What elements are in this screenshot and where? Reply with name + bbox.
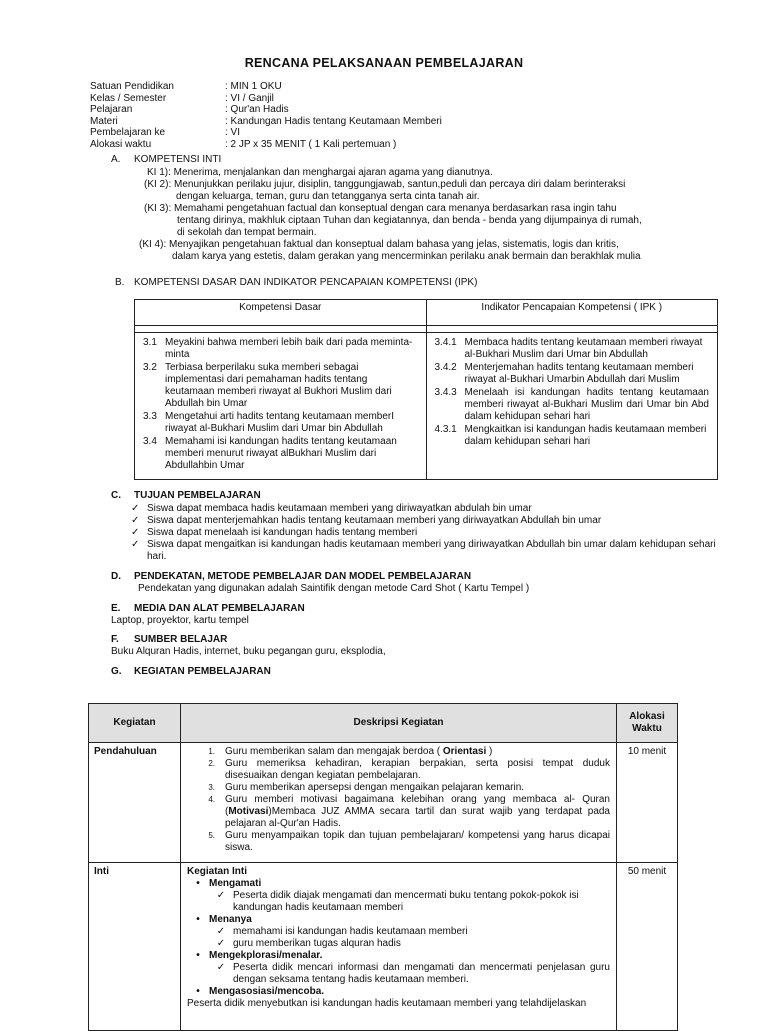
identity-value: : Qur'an Hadis — [225, 104, 289, 116]
section-pendekatan — [111, 571, 731, 595]
activity-bullet — [187, 914, 610, 926]
list-item — [131, 539, 731, 563]
identity-row — [90, 127, 442, 139]
section-kompetensi-inti — [111, 154, 731, 263]
section-letter: F. — [111, 634, 119, 645]
table-spacer — [135, 326, 427, 333]
ki-line: di sekolah dan tempat bermain. — [177, 227, 317, 238]
activity-detail — [187, 962, 610, 986]
kd-item — [143, 337, 418, 361]
checkmark-icon: ✓ — [216, 890, 226, 901]
phase-description — [181, 743, 617, 863]
kd-text: Mengetahui arti hadits tentang keutamaan memberI riwayat al-Bukhari Muslim dari Umar bin Abdullah — [165, 411, 395, 434]
kd-item — [143, 362, 418, 410]
phase-description — [181, 863, 617, 1031]
section-letter: C. — [111, 490, 121, 501]
bullet-icon: • — [196, 950, 200, 961]
section-heading — [115, 277, 735, 289]
identity-row — [90, 104, 442, 116]
identity-label: Kelas / Semester — [90, 92, 167, 104]
activity-detail-text: guru memberikan tugas alquran hadis — [233, 938, 401, 949]
deskripsi-column-header: Deskripsi Kegiatan — [181, 704, 617, 743]
phase-label: Inti — [89, 863, 181, 1031]
section-heading — [111, 634, 731, 646]
table-row — [89, 863, 678, 1031]
inti-heading: Kegiatan Inti — [187, 866, 248, 877]
kd-number: 3.1 — [143, 337, 157, 348]
ipk-number: 3.4.2 — [434, 362, 457, 373]
step-text — [225, 746, 610, 758]
activity-label: Menanya — [209, 914, 252, 925]
step-item — [187, 794, 610, 830]
section-title: KOMPETENSI DASAR DAN INDIKATOR PENCAPAIAN KOMPETENSI (IPK) — [134, 277, 478, 288]
bullet-icon: • — [196, 914, 200, 925]
step-text-part: Guru memberikan salam dan mengajak berdoa ( — [225, 746, 443, 757]
kd-text: Meyakini bahwa memberi lebih baik dari pada meminta-minta — [165, 337, 413, 360]
tujuan-list — [131, 503, 731, 563]
identity-row — [90, 139, 442, 151]
step-number: 5. — [208, 831, 215, 840]
step-item — [187, 746, 610, 758]
checkmark-icon: ✓ — [131, 515, 140, 526]
ipk-item — [435, 424, 710, 448]
ipk-cell — [426, 333, 718, 480]
kegiatan-table — [88, 703, 678, 1031]
ipk-number: 3.4.1 — [434, 337, 457, 348]
activity-detail-text: Peserta didik diajak mengamati dan mencermati buku tentang pokok-pokok isi kandungan hadis keutamaan memberi — [233, 890, 579, 913]
identity-label: Alokasi waktu — [90, 138, 152, 150]
step-item — [187, 830, 610, 854]
section-heading — [111, 571, 731, 583]
checkmark-icon: ✓ — [131, 527, 140, 538]
step-number: 3. — [208, 783, 215, 792]
checkmark-icon: ✓ — [216, 962, 226, 973]
activity-detail-text: memahami isi kandungan hadis keutamaan memberi — [233, 926, 468, 937]
activity-bullet — [187, 878, 610, 890]
identity-label: Pembelajaran ke — [90, 127, 166, 139]
kd-text: Memahami isi kandungan hadits tentang keutamaan memberi menurut riwayat alBukhari Muslim dari Abdullahbin Umar — [165, 436, 397, 471]
section-tujuan — [111, 490, 731, 563]
step-number: 1. — [208, 747, 215, 756]
list-item — [131, 503, 731, 515]
section-body: Pendekatan yang digunakan adalah Saintifik dengan metode Card Shot ( Kartu Tempel ) — [138, 583, 530, 594]
kd-item — [143, 436, 418, 472]
section-heading — [111, 490, 731, 502]
activity-label: Mengamati — [209, 878, 262, 889]
section-letter: B. — [115, 277, 125, 288]
step-item — [187, 758, 610, 782]
section-kd-ipk — [115, 277, 735, 289]
ipk-item — [435, 337, 710, 361]
step-number: 2. — [208, 759, 215, 768]
list-item-text: Siswa dapat menelaah isi kandungan hadis tentang memberi — [147, 527, 418, 538]
ki-list — [111, 167, 731, 263]
step-text: Guru menyampaikan topik dan tujuan pembelajaran/ kompetensi yang harus dicapai siswa. — [225, 830, 610, 853]
kd-item — [143, 411, 418, 435]
activity-detail — [187, 890, 610, 914]
table-row — [89, 743, 678, 863]
step-text-part: Guru memberi motivasi bagaimana kelebihan orang yang membaca al- Quran ( — [225, 794, 610, 817]
phase-time: 10 menit — [617, 743, 678, 863]
kegiatan-column-header: Kegiatan — [89, 704, 181, 743]
identity-value: : Kandungan Hadis tentang Keutamaan Memberi — [225, 115, 442, 127]
identity-row — [90, 93, 442, 105]
table-spacer — [426, 326, 718, 333]
step-text — [225, 794, 610, 830]
step-text: Guru memberikan apersepsi dengan mengaikan pelajaran kemarin. — [225, 782, 525, 793]
ki-line: (KI 2): Menunjukkan perilaku jujur, disiplin, tanggungjawab, santun,peduli dan percaya diri dalam berinteraksi — [144, 179, 626, 190]
list-item-text: Siswa dapat mengaitkan isi kandungan hadis keutamaan memberi yang diriwayatkan Abdullah bin umar dalam kehidupan sehari hari. — [147, 539, 716, 562]
section-sumber — [111, 634, 731, 658]
activity-bullet — [187, 986, 610, 998]
ki-line: (KI 4): Menyajikan pengetahuan faktual dan konseptual dalam bahasa yang jelas, sistematis, logis dan kritis, — [139, 239, 619, 250]
section-heading — [111, 154, 731, 166]
ki-line: tentang dirinya, makhluk ciptaan Tuhan dan kegiatannya, dan benda - benda yang dijumpainya di rumah, — [177, 215, 642, 226]
identity-value: : MIN 1 OKU — [225, 81, 282, 92]
ki-line: dengan keluarga, teman, guru dan tetangganya serta cinta tanah air. — [176, 191, 480, 202]
activity-label: Mengekplorasi/menalar. — [209, 950, 323, 961]
ipk-number: 3.4.3 — [434, 387, 457, 398]
list-item — [131, 527, 731, 539]
section-letter: D. — [111, 571, 121, 582]
ipk-text: Membaca hadits tentang keutamaan memberi riwayat al-Bukhari Muslim dari Umar bin Abdullah — [464, 337, 703, 360]
phase-label: Pendahuluan — [89, 743, 181, 863]
inti-closing: Peserta didik menyebutkan isi kandungan hadis keutamaan memberi yang telahdijelaskan — [187, 998, 587, 1009]
kd-ipk-table — [134, 299, 718, 480]
section-title: SUMBER BELAJAR — [134, 634, 228, 645]
step-text-bold: Motivasi — [228, 806, 269, 817]
activity-detail — [187, 926, 610, 938]
ki-line: (KI 3): Memahami pengetahuan factual dan konseptual dengan cara menanya berdasarkan rasa ingin tahu — [144, 203, 617, 214]
step-item — [187, 782, 610, 794]
ipk-text: Menterjemahan hadits tentang keutamaan memberi riwayat al-Bukhari Umarbin Abdullah dari Muslim — [464, 362, 694, 385]
kd-number: 3.4 — [143, 436, 157, 447]
activity-bullet — [187, 950, 610, 962]
step-text: Guru memeriksa kehadiran, kerapian berpakian, serta posisi tempat duduk disesuaikan dengan kegiatan pembelajaran. — [225, 758, 610, 781]
list-item-text: Siswa dapat menterjemahkan hadis tentang keutamaan memberi yang diriwayatkan Abdullah bin umar — [147, 515, 602, 526]
kd-text: Terbiasa berperilaku suka memberi sebagai implementasi dari pemahaman hadits tentang keutamaan memberi riwayat al Bukhori Muslim dari Abdullah bin Umar — [165, 362, 392, 409]
identity-block — [90, 81, 442, 151]
identity-label: Materi — [90, 115, 118, 127]
phase-time: 50 menit — [617, 863, 678, 1031]
list-item-text: Siswa dapat membaca hadis keutamaan memberi yang diriwayatkan abdulah bin umar — [147, 503, 532, 514]
identity-row — [90, 116, 442, 128]
kd-cell — [135, 333, 427, 480]
section-kegiatan — [111, 666, 731, 678]
section-letter: G. — [111, 666, 122, 677]
alokasi-column-header: Alokasi Waktu — [617, 704, 678, 743]
ipk-item — [435, 362, 710, 386]
page-title: RENCANA PELAKSANAAN PEMBELAJARAN — [244, 56, 524, 70]
section-body: Buku Alquran Hadis, internet, buku pegangan guru, eksplodia, — [111, 646, 386, 657]
step-text-part: ) — [486, 746, 493, 757]
section-body: Laptop, proyektor, kartu tempel — [111, 615, 249, 626]
section-heading — [111, 603, 731, 615]
section-letter: A. — [111, 154, 121, 165]
ipk-item — [435, 387, 710, 423]
section-letter: E. — [111, 603, 121, 614]
section-title: TUJUAN PEMBELAJARAN — [134, 490, 261, 501]
ki-line: dalam karya yang estetis, dalam gerakan yang mencerminkan perilaku anak bermain dan berakhlak mulia — [172, 251, 641, 262]
step-text-part: )Membaca JUZ AMMA secara tartil dan surat wajib yang terdapat pada pelajaran al-Qur'an Hadis. — [225, 806, 610, 829]
section-title: KEGIATAN PEMBELAJARAN — [134, 666, 271, 677]
bullet-icon: • — [196, 986, 200, 997]
kd-number: 3.2 — [143, 362, 157, 373]
activity-detail — [187, 938, 610, 950]
ki-line: KI 1): Menerima, menjalankan dan menghargai ajaran agama yang dianutnya. — [147, 167, 493, 178]
checkmark-icon: ✓ — [131, 503, 140, 514]
checkmark-icon: ✓ — [216, 926, 226, 937]
step-number: 4. — [208, 795, 215, 804]
activity-detail-text: Peserta didik mencari informasi dan mengamati dan mencermati penjelasan guru dengan seksama tentang hadis keutamaan memberi. — [233, 962, 610, 985]
ipk-text: Mengkaitkan isi kandungan hadis keutamaan memberi dalam kehidupan sehari hari — [464, 424, 707, 447]
section-title: KOMPETENSI INTI — [134, 154, 222, 165]
activity-label: Mengasosiasi/mencoba. — [209, 986, 325, 997]
section-media — [111, 603, 731, 627]
identity-value: : VI / Ganjil — [225, 92, 274, 104]
identity-value: : VI — [225, 127, 241, 139]
ipk-text: Menelaah isi kandungan hadits tentang keutamaan memberi riwayat al-Bukhari Muslim dari Umar bin Abd dalam kehidupan sehari hari — [464, 387, 709, 422]
ipk-number: 4.3.1 — [434, 424, 457, 435]
kd-column-header: Kompetensi Dasar — [135, 300, 427, 326]
checkmark-icon: ✓ — [216, 938, 226, 949]
kd-number: 3.3 — [143, 411, 157, 422]
identity-row — [90, 81, 442, 93]
ipk-column-header: Indikator Pencapaian Kompetensi ( IPK ) — [426, 300, 718, 326]
identity-label: Satuan Pendidikan — [90, 81, 174, 92]
identity-value: : 2 JP x 35 MENIT ( 1 Kali pertemuan ) — [225, 138, 397, 150]
section-title: MEDIA DAN ALAT PEMBELAJARAN — [134, 603, 305, 614]
list-item — [131, 515, 731, 527]
checkmark-icon: ✓ — [131, 539, 140, 550]
section-heading — [111, 666, 731, 678]
section-title: PENDEKATAN, METODE PEMBELAJAR DAN MODEL PEMBELAJARAN — [134, 571, 472, 582]
identity-label: Pelajaran — [90, 104, 133, 116]
step-text-bold: Orientasi — [442, 746, 487, 757]
bullet-icon: • — [196, 878, 200, 889]
